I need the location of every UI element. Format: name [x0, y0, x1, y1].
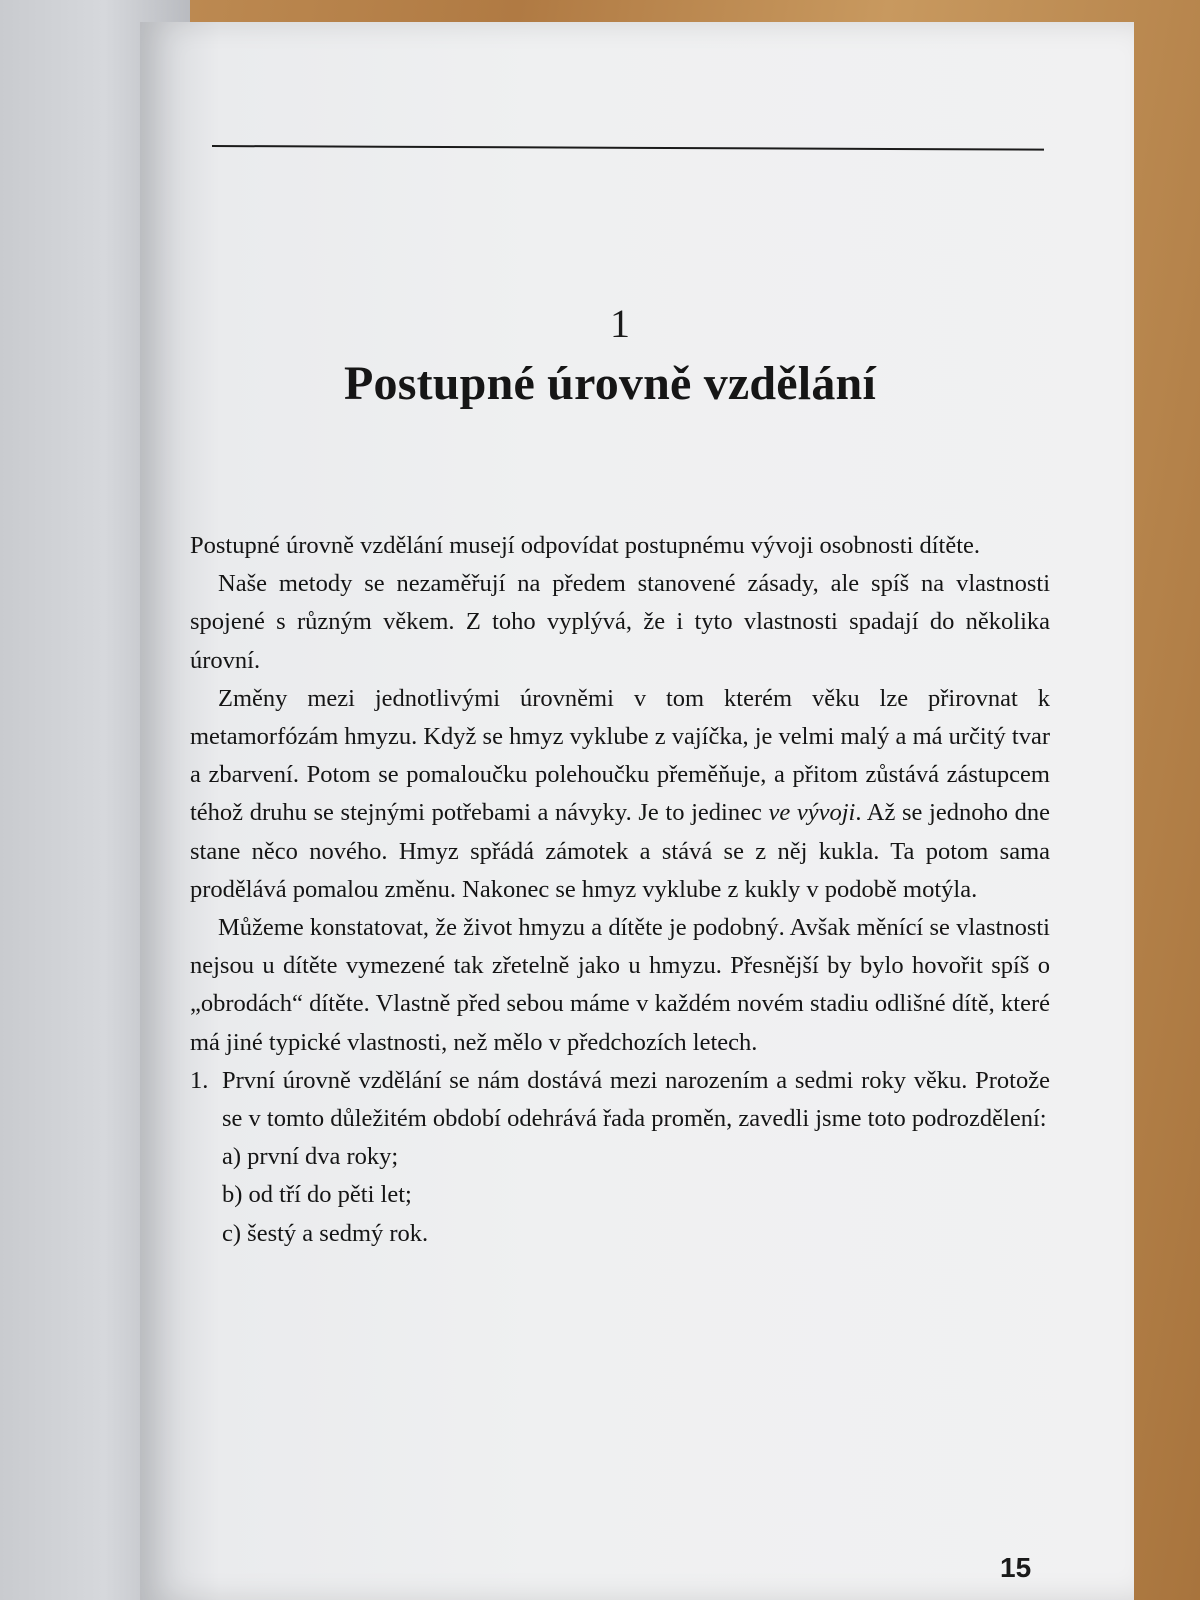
paragraph-text: . Až se jednoho dne stane něco nového. Hmyz spřádá zámotek a stává se z něj kukla. Ta potom sama prodělává pomalou změnu. Nakonec se hmyz vyklube z kukly v podobě motýla.	[190, 799, 1050, 903]
numbered-list-item	[190, 1062, 1050, 1253]
paragraph	[190, 680, 1050, 909]
paragraph: Můžeme konstatovat, že život hmyzu a dítěte je podobný. Avšak měnící se vlastnosti nejsou u dítěte vymezené tak zřetelně jako u hmyzu. Přesnější by bylo hovořit spíš o „obrodách“ dítěte. Vlastně před sebou máme v každém novém stadiu odlišné dítě, které má jiné typické vlastnosti, než mělo v předchozích letech.	[190, 914, 1050, 1056]
paragraph: Naše metody se nezaměřují na předem stanovené zásady, ale spíš na vlastnosti spojené s různým věkem. Z toho vyplývá, že i tyto vlastnosti spadají do několika úrovní.	[190, 570, 1050, 674]
paragraph-text: Změny mezi jednotlivými úrovněmi v tom kterém věku lze přirovnat k metamorfózám hmyzu. Když se hmyz vyklube z vajíčka, je velmi malý a má určitý tvar a zbarvení. Potom se pomaloučku polehoučku přeměňuje, a přitom zůstává zástupcem téhož druhu se stejnými potřebami a návyky. Je to jedinec	[190, 684, 1050, 827]
chapter-number: 1	[610, 301, 630, 346]
list-marker: 1.	[190, 1066, 209, 1094]
chapter-title: Postupné úrovně vzdělání	[344, 357, 876, 410]
list-item-text: První úrovně vzdělání se nám dostává mezi narozením a sedmi roky věku. Protože se v tomto důležitém období odehrává řada proměn, zavedli jsme toto podrozdělení:	[222, 1066, 1050, 1133]
sub-list-item: a) první dva roky;	[222, 1143, 399, 1171]
body-text	[190, 527, 1050, 1253]
paragraph: Postupné úrovně vzdělání musejí odpovídat postupnému vývoji osobnosti dítěte.	[190, 532, 981, 559]
emphasis-text: ve vývoji	[768, 799, 856, 827]
page-number: 15	[1000, 1552, 1032, 1583]
sub-list-item: b) od tří do pěti let;	[222, 1181, 412, 1209]
sub-list-item: c) šestý a sedmý rok.	[222, 1219, 429, 1247]
